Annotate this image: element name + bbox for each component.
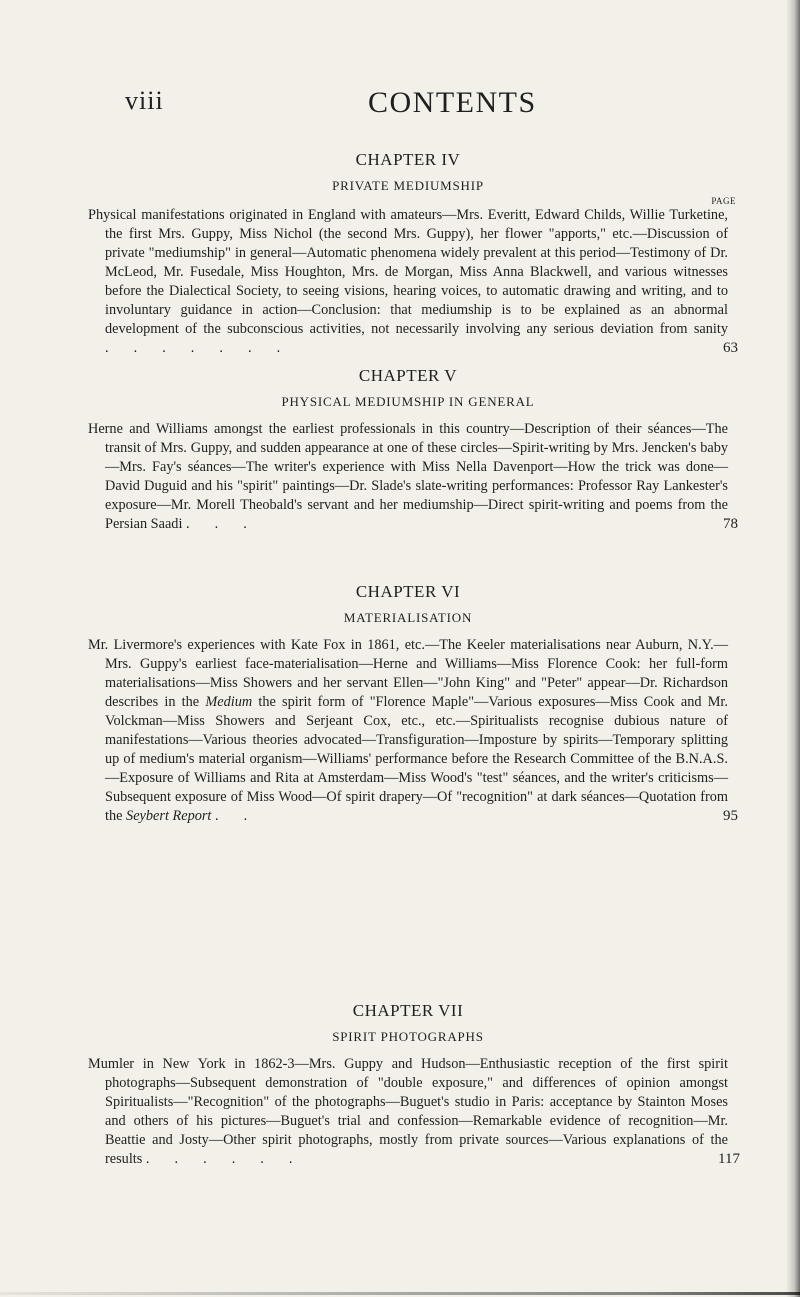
chapter-subtitle: PHYSICAL MEDIUMSHIP IN GENERAL bbox=[281, 394, 535, 409]
running-title: CONTENTS bbox=[368, 86, 537, 119]
chapter-summary: Physical manifestations originated in England with amateurs—Mrs. Everitt, Edward Childs, Willie Turketine, the first Mrs. Guppy, Miss Nichol (the second Mrs. Guppy), her flower "apports," etc.—Discussion of private "mediumship" in general—Automatic phenomena widely prevalent at this period—Testimony of Dr. McLeod, Mr. Fusedale, Miss Houghton, Mrs. de Morgan, Miss Anna Blackwell, and various witnesses before the Dialectical Society, to seeing visions, hearing voices, to automatic drawing and writing, and to involuntary guidance in action—Conclusion: that mediumship is to be explained as an abnormal development of the subconscious activities, not necessarily involving any serious deviation from sanity . . . . . . . 63 bbox=[88, 207, 738, 356]
chapter-v bbox=[88, 366, 738, 534]
page-folio: viii bbox=[125, 86, 164, 115]
chapter-summary: Mr. Livermore's experiences with Kate Fox in 1861, etc.—The Keeler materialisations near Auburn, N.Y.—Mrs. Guppy's earliest face-materialisation—Herne and Williams—Miss Florence Cook: her full-form materialisations—Miss Showers and her servant Ellen—"John King" and "Peter" appear—Dr. Richardson describes in the Medium the spirit form of "Florence Maple"—Various exposures—Miss Cook and Mr. Volckman—Miss Showers and Serjeant Cox, etc., etc.—Spiritualists recognise dubious nature of manifestations—Various theories advocated—Transfiguration—Imposture by spirits—Temporary splitting up of medium's material organism—Williams' performance before the Research Committee of the B.N.A.S.—Exposure of Williams and Rita at Amsterdam—Miss Wood's "test" séances, and the writer's criticisms—Subsequent exposure of Miss Wood—Of spirit drapery—Of "recognition" at dark séances—Quotation from the Seybert Report . . 95 bbox=[88, 637, 738, 824]
dot-leader: . . . bbox=[186, 516, 247, 532]
chapter-vii bbox=[88, 1001, 740, 1169]
chapter-vi bbox=[88, 582, 738, 826]
chapter-subtitle: MATERIALISATION bbox=[343, 610, 473, 625]
dot-leader: . . . . . . bbox=[145, 1151, 293, 1167]
chapter-subtitle: PRIVATE MEDIUMSHIP bbox=[332, 178, 484, 193]
dot-leader: . . . . . . . bbox=[105, 340, 281, 356]
chapter-summary: Herne and Williams amongst the earliest professionals in this country—Description of their séances—The transit of Mrs. Guppy, and sudden appearance at one of these circles—Spirit-writing by Mrs. Jencken's baby—Mrs. Fay's séances—The writer's experience with Miss Nella Davenport—How the trick was done—David Duguid and his "spirit" paintings—Dr. Slade's slate-writing performances: Professor Ray Lankester's exposure—Mr. Morell Theobald's servant and her mediumship—Direct spirit-writing and poems from the Persian Saadi . . . 78 bbox=[88, 421, 738, 532]
page-edge-shadow bbox=[786, 0, 800, 1297]
chapter-iv bbox=[88, 150, 738, 358]
chapter-subtitle: SPIRIT PHOTOGRAPHS bbox=[332, 1029, 484, 1044]
chapter-title: CHAPTER V bbox=[358, 366, 458, 385]
dot-leader: . . bbox=[214, 808, 248, 824]
italic-title: Medium bbox=[205, 694, 253, 710]
page-number: 117 bbox=[718, 1151, 740, 1167]
chapter-title: CHAPTER VI bbox=[355, 582, 461, 601]
page-bottom-edge bbox=[0, 1292, 800, 1295]
chapter-title: CHAPTER IV bbox=[355, 150, 461, 169]
page-column-label: PAGE bbox=[711, 196, 736, 206]
italic-title: Seybert Report bbox=[126, 808, 212, 824]
chapter-title: CHAPTER VII bbox=[352, 1001, 464, 1020]
chapter-summary: Mumler in New York in 1862-3—Mrs. Guppy and Hudson—Enthusiastic reception of the first spirit photographs—Subsequent demonstration of "double exposure," and differences of opinion amongst Spiritualists—"Recognition" of the photographs—Buguet's studio in Paris: acceptance by Stainton Moses and others of his pictures—Buguet's trial and confession—Remarkable evidence of recognition—Mr. Beattie and Josty—Other spirit photographs, mostly from private sources—Various explanations of the results . . . . . . 117 bbox=[88, 1056, 740, 1167]
running-head bbox=[0, 86, 800, 126]
